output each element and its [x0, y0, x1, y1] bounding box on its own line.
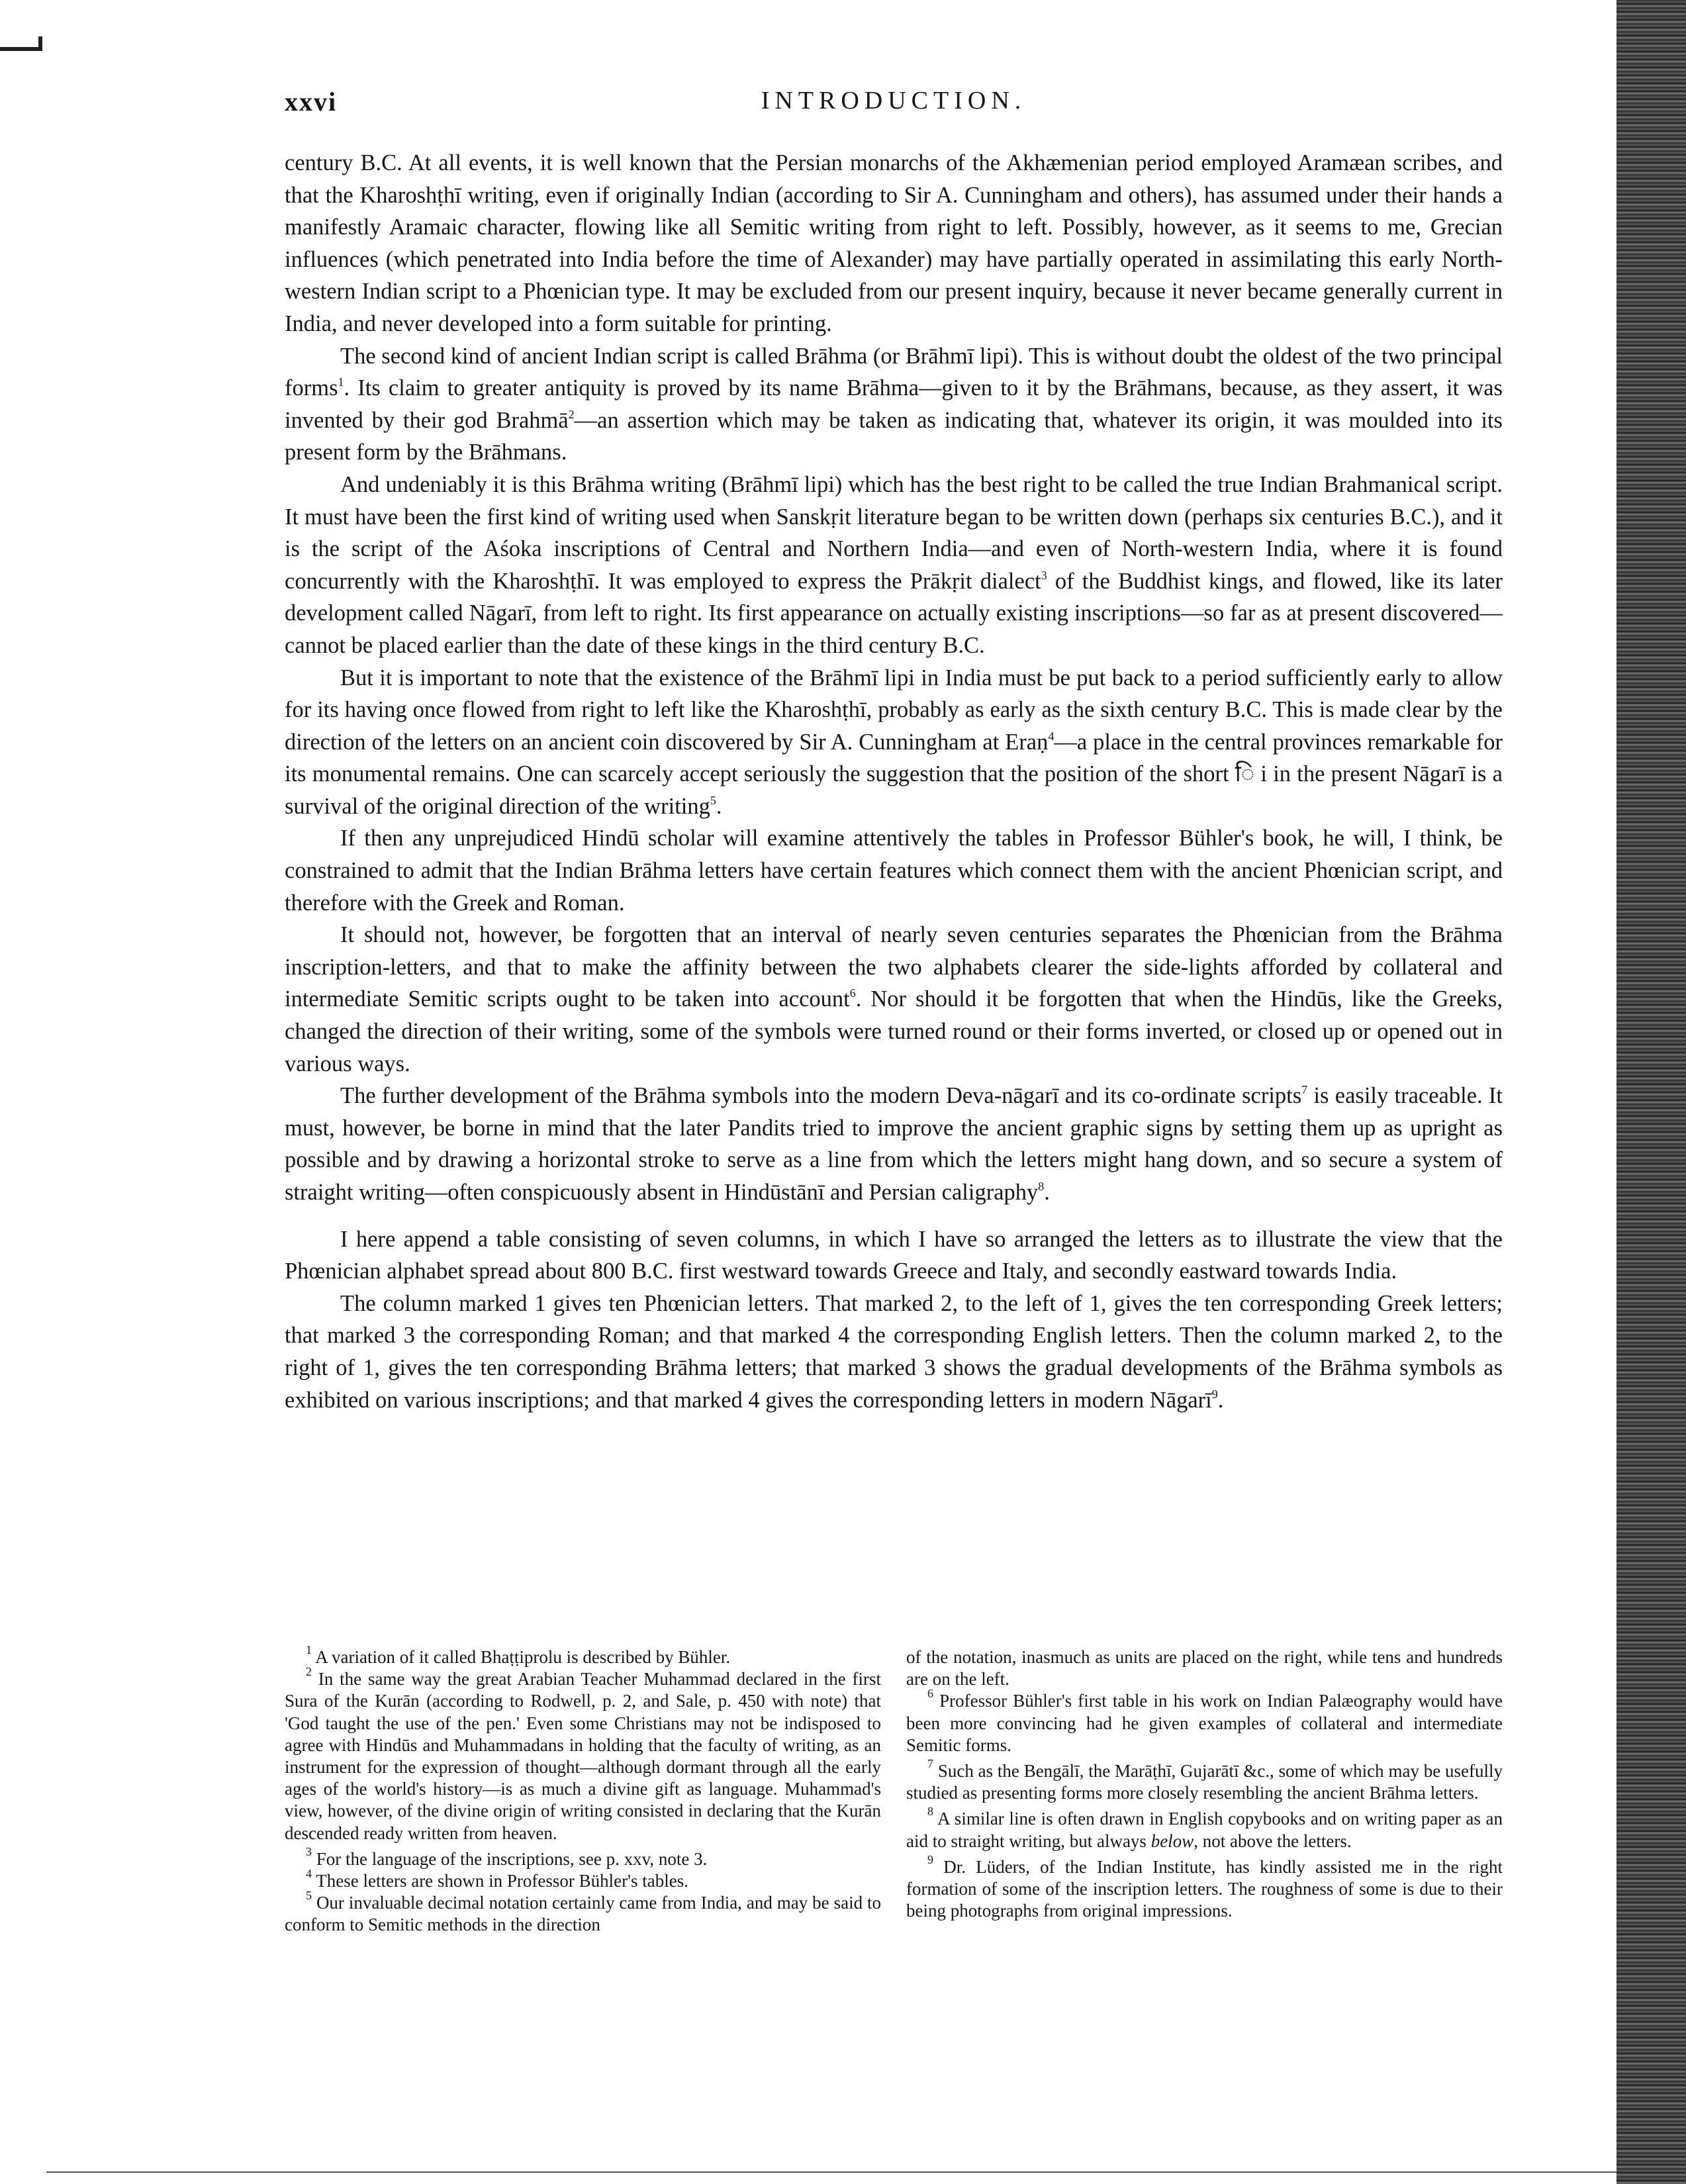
paragraph-6	[285, 919, 1503, 1080]
paragraph-7-text: .	[1044, 1180, 1050, 1205]
footnote-marker: 7	[927, 1757, 933, 1771]
paragraph-2-text: —an assertion which may be taken as indicating that, whatever its origin, it was moulded into its present form by the Brāhmans.	[285, 407, 1503, 465]
running-head	[285, 86, 1503, 126]
footnote-text: A similar line is often drawn in English copybooks and on writing paper as an aid to straight writing, but always	[906, 1809, 1503, 1851]
bottom-scan-rule	[46, 2171, 1616, 2173]
page-number: xxvi	[285, 87, 338, 117]
footnote-ref-9: 9	[1211, 1387, 1218, 1401]
paragraph-2-text: The second kind of ancient Indian script is called Brāhma (or Brāhmī lipi). This is without doubt the oldest of the two principal forms	[285, 343, 1503, 401]
body-text	[285, 147, 1503, 1416]
footnote-5	[285, 1889, 882, 1936]
footnote-text: In the same way the great Arabian Teacher Muhammad declared in the first Sura of the Kurān (according to Rodwell, p. 2, and Sale, p. 450 with note) that 'God taught the use of the pen.' Even some Christians may not be indisposed to agree with Hindūs and Muhammadans in holding that the faculty of writing, as an instrument for the expression of thought—although dormant through all the early ages of the world's history—is as much a divine gift as language. Muhammad's view, however, of the divine origin of writing consisted in declaring that the Kurān descended ready written from heaven.	[285, 1669, 881, 1843]
footnote-text: Such as the Bengālī, the Marāṭhī, Gujarātī &c., some of which may be usefully studied as presenting forms more closely resembling the ancient Brāhma letters.	[906, 1761, 1503, 1803]
footnotes	[285, 1643, 1503, 1936]
paragraph-3-text: of the Buddhist kings, and flowed, like its later development called Nāgarī, from left to right. Its first appearance on actually existing inscriptions—so far as at present discovered—cannot be placed earlier than the date of these kings in the third century B.C.	[285, 568, 1503, 658]
paragraph-1: century B.C. At all events, it is well known that the Persian monarchs of the Akhæmenian period employed Aramæan scribes, and that the Kharoshṭhī writing, even if originally Indian (according to Sir A. Cunningham and others), has assumed under their hands a manifestly Aramaic character, flowing like all Semitic writing from right to left. Possibly, however, as it seems to me, Grecian influences (which penetrated into India before the time of Alexander) may have partially operated in assimilating this early North-western Indian script to a Phœnician type. It may be excluded from our present inquiry, because it never became generally current in India, and never developed into a form suitable for printing.	[285, 150, 1503, 336]
footnote-text: , not above the letters.	[1194, 1830, 1352, 1851]
footnote-ref-4: 4	[1048, 729, 1054, 743]
footnote-marker: 2	[306, 1665, 312, 1679]
footnote-ref-7: 7	[1301, 1083, 1308, 1097]
footnote-ref-1: 1	[338, 375, 344, 389]
paragraph-2-text: . Its claim to greater antiquity is proved by its name Brāhma—given to it by the Brāhmans, because, as they assert, it was invented by their god Brahmā	[285, 375, 1503, 433]
footnote-4	[285, 1867, 881, 1892]
footnote-marker: 5	[306, 1889, 312, 1903]
footnote-emphasis: below	[1150, 1830, 1194, 1851]
footnote-text: A variation of it called Bhaṭṭiprolu is described by Bühler.	[315, 1647, 731, 1667]
footnote-marker: 3	[306, 1844, 312, 1858]
paragraph-6-text: . Nor should it be forgotten that when the Hindūs, like the Greeks, changed the direction of their writing, some of the symbols were turned round or their forms inverted, or closed up or opened out in various ways.	[285, 986, 1503, 1076]
paragraph-2	[285, 340, 1503, 469]
footnote-text: These letters are shown in Professor Bühler's tables.	[316, 1871, 688, 1891]
paragraph-4-text: —a place in the central provinces remarkable for its monumental remains. One can scarcely accept seriously the suggestion that the position of the short ि i in the present Nāgarī is a survival of the original direction of the writing	[285, 729, 1503, 819]
footnote-1	[285, 1643, 881, 1668]
footnote-text: Professor Bühler's first table in his work on Indian Palæography would have been more convincing had he given examples of collateral and intermediate Semitic forms.	[906, 1691, 1503, 1755]
paragraph-4-text: .	[716, 793, 722, 819]
footnotes-left-column	[285, 1643, 882, 1936]
paragraph-9	[285, 1288, 1503, 1416]
footnote-ref-5: 5	[710, 793, 716, 807]
paragraph-7-text: is easily traceable. It must, however, be borne in mind that the later Pandits tried to improve the ancient graphic signs by setting them up as upright as possible and by drawing a horizontal stroke to serve as a line from which the letters might hang down, and so secure a system of straight writing—often conspicuously absent in Hindūstānī and Persian caligraphy	[285, 1083, 1503, 1205]
footnote-marker: 8	[927, 1805, 933, 1819]
scan-corner-mark	[0, 36, 42, 51]
paragraph-6-text: It should not, however, be forgotten that an interval of nearly seven centuries separates the Phœnician from the Brāhma inscription-letters, and that to make the affinity between the two alphabets clearer the side-lights afforded by collateral and intermediate Semitic scripts ought to be taken into account	[285, 922, 1503, 1012]
footnotes-right-column	[906, 1646, 1503, 1936]
paragraph-9-text: The column marked 1 gives ten Phœnician letters. That marked 2, to the left of 1, gives the ten corresponding Greek letters; that marked 3 the corresponding Roman; and that marked 4 the corresponding English letters. Then the column marked 2, to the right of 1, gives the ten corresponding Brāhma letters; that marked 3 shows the gradual developments of the Brāhma symbols as exhibited on various inscriptions; and that marked 4 gives the corresponding letters in modern Nāgarī	[285, 1290, 1503, 1413]
footnote-text: For the language of the inscriptions, see p. xxv, note 3.	[316, 1848, 708, 1869]
paragraph-7-text: The further development of the Brāhma symbols into the modern Deva-nāgarī and its co-ordinate scripts	[340, 1083, 1302, 1109]
paragraph-3	[285, 469, 1503, 662]
footnote-5-continued: of the notation, inasmuch as units are placed on the right, while tens and hundreds are on the left.	[906, 1647, 1503, 1689]
paragraph-8: I here append a table consisting of seven columns, in which I have so arranged the letters as to illustrate the view that the Phœnician alphabet spread about 800 B.C. first westward towards Greece and Italy, and secondly eastward towards India.	[285, 1226, 1503, 1284]
footnote-9	[906, 1852, 1503, 1923]
scanned-page-edge	[1616, 0, 1686, 2184]
footnote-8	[906, 1805, 1503, 1852]
footnote-6	[906, 1687, 1503, 1756]
paragraph-9-text: .	[1217, 1387, 1224, 1413]
paragraph-4-text: But it is important to note that the existence of the Brāhmī lipi in India must be put back to a period sufficiently early to allow for its having once flowed from right to left like the Kharoshṭhī, probably as early as the sixth century B.C. This is made clear by the direction of the letters on an ancient coin discovered by Sir A. Cunningham at Eraṇ	[285, 665, 1503, 755]
footnote-ref-6: 6	[849, 986, 856, 1000]
footnote-marker: 4	[306, 1867, 312, 1881]
footnote-text: Our invaluable decimal notation certainly came from India, and may be said to conform to Semitic methods in the direction	[285, 1893, 882, 1935]
footnote-marker: 6	[927, 1687, 933, 1701]
footnote-2	[285, 1665, 881, 1844]
footnote-7	[906, 1757, 1503, 1804]
footnote-marker: 1	[306, 1643, 312, 1656]
footnote-text: Dr. Lüders, of the Indian Institute, has kindly assisted me in the right formation of some of the inscription letters. The roughness of some is due to their being photographs from original impressions.	[906, 1856, 1503, 1921]
paragraph-4	[285, 662, 1503, 823]
paragraph-7	[285, 1080, 1503, 1208]
footnote-3	[285, 1844, 881, 1870]
footnote-ref-2: 2	[568, 407, 575, 421]
footnote-ref-8: 8	[1038, 1180, 1045, 1193]
footnote-ref-3: 3	[1041, 568, 1047, 582]
footnote-marker: 9	[927, 1852, 933, 1866]
paragraph-5: If then any unprejudiced Hindū scholar will examine attentively the tables in Professor Bühler's book, he will, I think, be constrained to admit that the Indian Brāhma letters have certain features which connect them with the ancient Phœnician script, and therefore with the Greek and Roman.	[285, 826, 1503, 916]
paragraph-3-text: And undeniably it is this Brāhma writing (Brāhmī lipi) which has the best right to be called the true Indian Brahmanical script. It must have been the first kind of writing used when Sanskṛit literature began to be written down (perhaps six centuries B.C.), and it is the script of the Aśoka inscriptions of Central and Northern India—and even of North-western India, where it is found concurrently with the Kharoshṭhī. It was employed to express the Prākṛit dialect	[285, 471, 1503, 594]
page-title: INTRODUCTION.	[761, 87, 1027, 115]
